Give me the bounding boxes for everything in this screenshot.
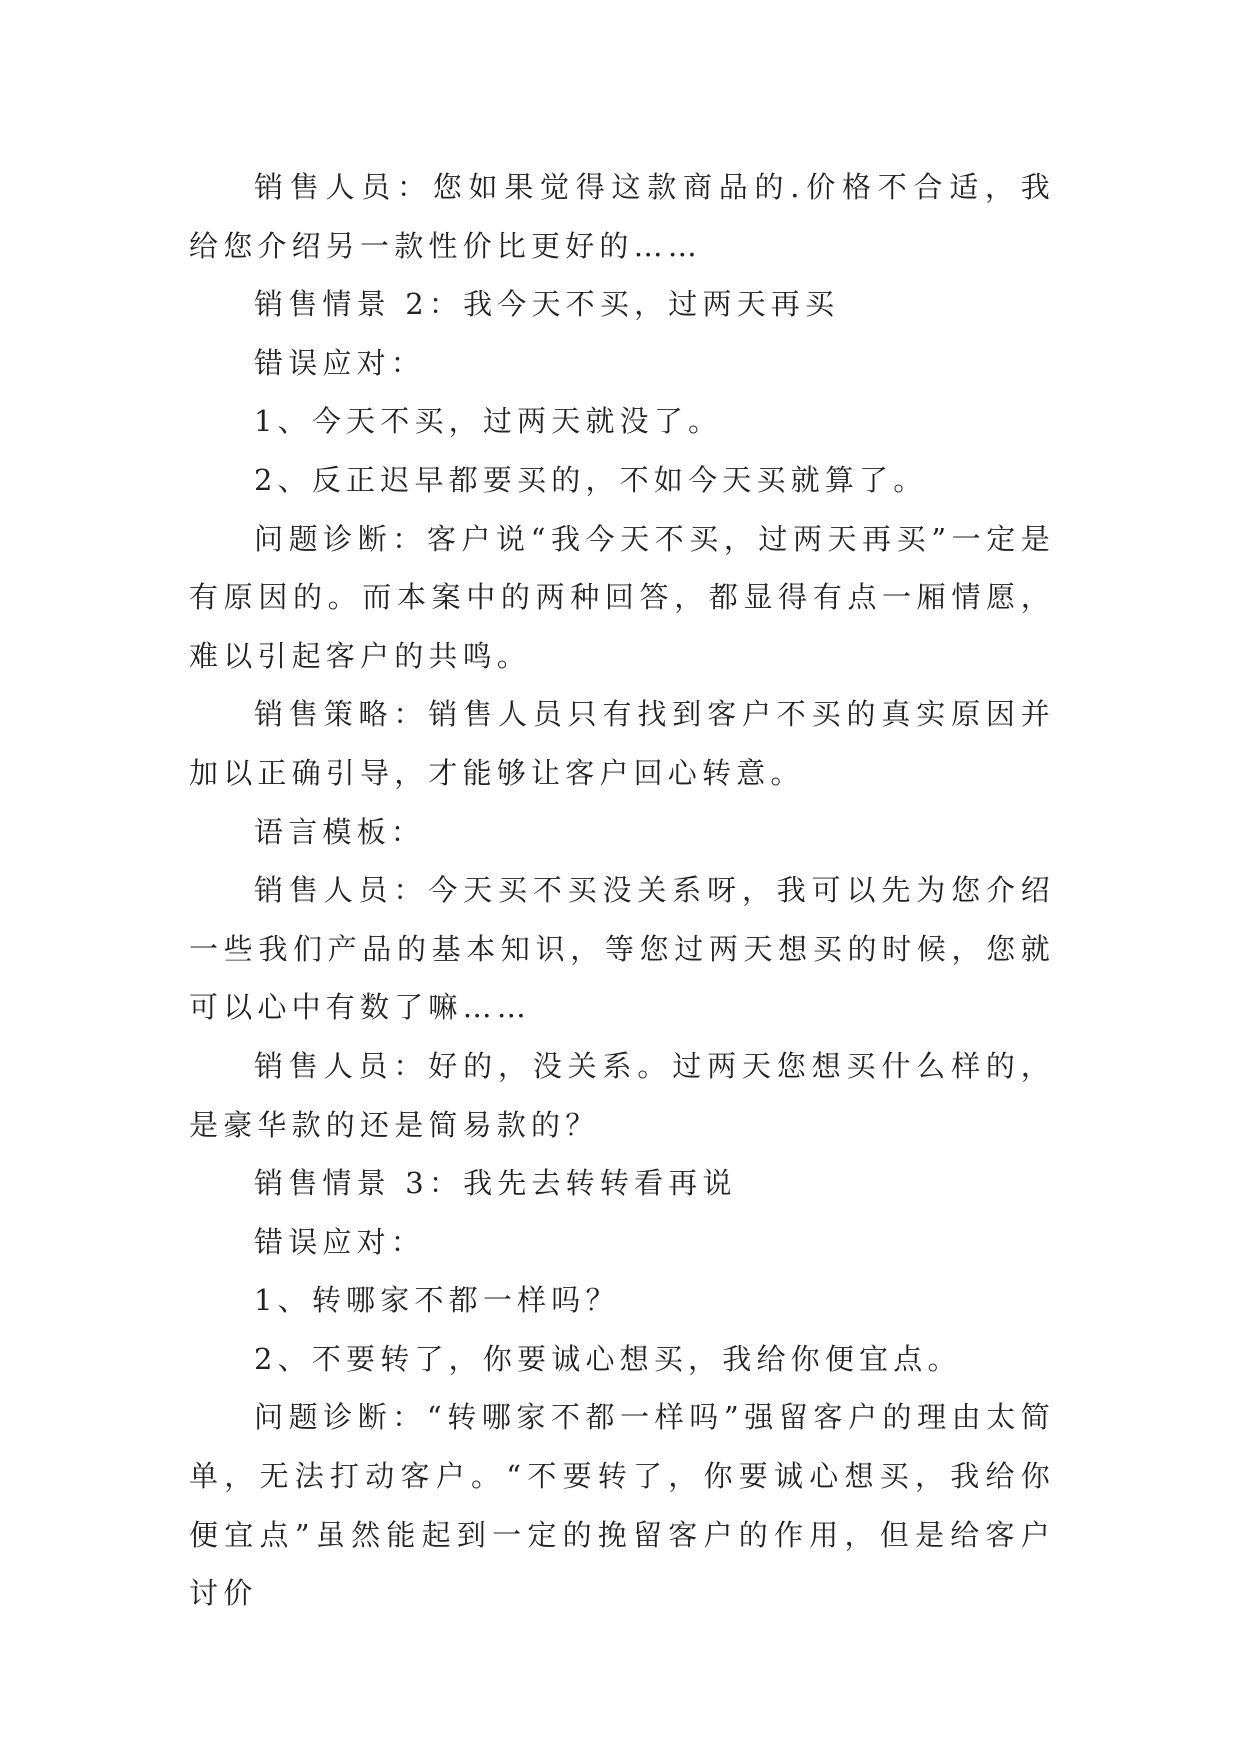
list-item: 1、转哪家不都一样吗？ — [254, 1283, 620, 1318]
paragraph: 错误应对： — [254, 1224, 426, 1259]
paragraph: 问题诊断：客户说“我今天不买，过两天再买”一定是有原因的。而本案中的两种回答，都显得有点一厢情愿，难以引起客户的共鸣。 — [189, 521, 1055, 673]
paragraph: 错误应对： — [254, 345, 426, 380]
list-item: 1、今天不买，过两天就没了。 — [254, 404, 723, 439]
paragraph: 问题诊断：“转哪家不都一样吗”强留客户的理由太简单，无法打动客户。“不要转了，你要诚心想买，我给你便宜点”虽然能起到一定的挽留客户的作用，但是给客户讨价 — [189, 1400, 1055, 1611]
paragraph: 销售人员：今天买不买没关系呀，我可以先为您介绍一些我们产品的基本知识，等您过两天想买的时候，您就可以心中有数了嘛…… — [189, 873, 1055, 1025]
paragraph: 销售人员：好的，没关系。过两天您想买什么样的，是豪华款的还是简易款的？ — [189, 1048, 1055, 1142]
paragraph: 销售策略：销售人员只有找到客户不买的真实原因并加以正确引导，才能够让客户回心转意。 — [189, 697, 1055, 790]
list-item: 2、反正迟早都要买的，不如今天买就算了。 — [254, 462, 928, 497]
paragraph: 销售人员：您如果觉得这款商品的.价格不合适，我给您介绍另一款性价比更好的…… — [189, 170, 1055, 263]
list-item: 2、不要转了，你要诚心想买，我给你便宜点。 — [254, 1341, 962, 1376]
section-heading: 销售情景 2：我今天不买，过两天再买 — [254, 287, 840, 322]
section-heading: 销售情景 3：我先去转转看再说 — [254, 1166, 737, 1201]
paragraph: 语言模板： — [254, 814, 426, 849]
document-body — [189, 158, 1055, 1623]
